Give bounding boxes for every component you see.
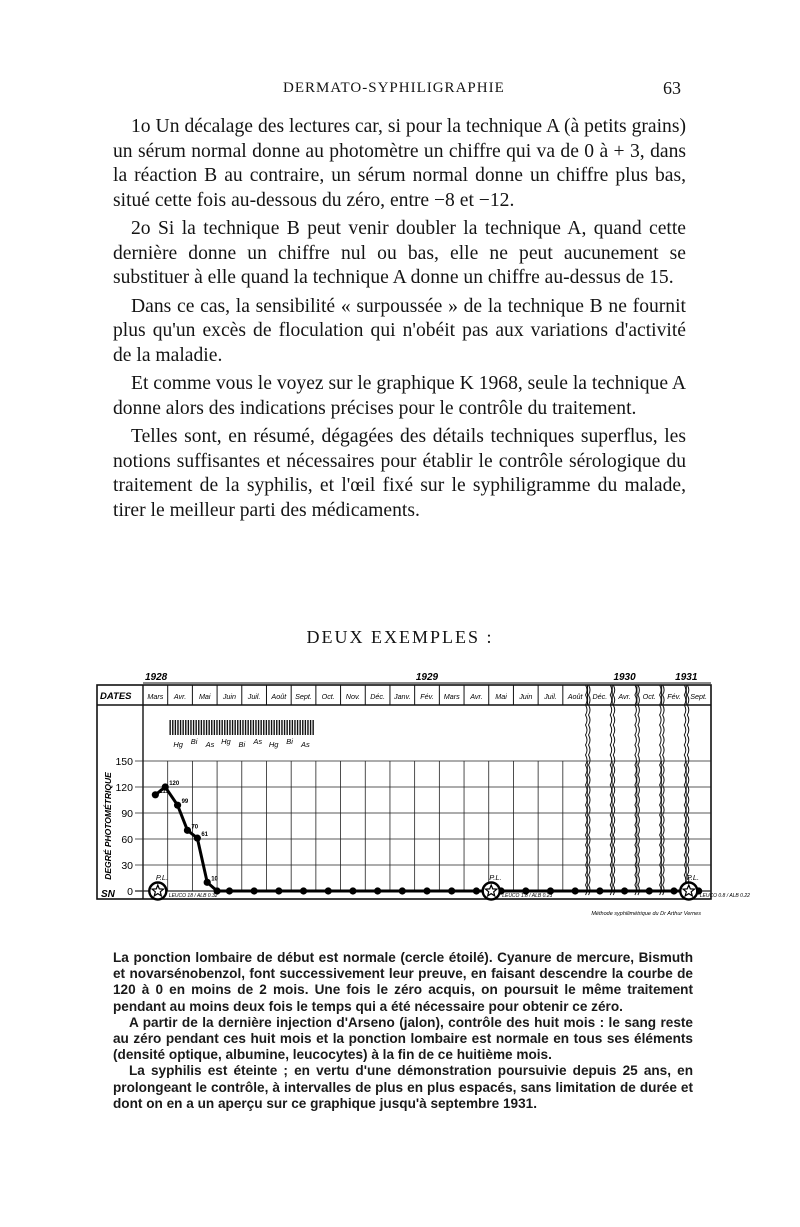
annotation-label: P.L. [489,873,502,882]
time-break-marker [638,685,640,895]
month-label: Oct. [321,692,335,701]
month-label: Nov. [345,692,361,701]
data-point [251,887,258,894]
annotation-sublabel: LEUCO 1.8 / ALB 0.23 [502,893,553,899]
treatment-label: Hg [268,740,279,749]
data-point [174,802,181,809]
treatment-label: Hg [173,740,183,749]
data-point [204,879,211,886]
month-label: Août [567,692,583,701]
section-title: DEUX EXEMPLES : [306,627,494,647]
data-point [184,827,191,834]
data-point [572,887,579,894]
time-break-marker [660,685,662,895]
year-label: 1928 [145,672,168,683]
month-label: Avr. [618,692,631,701]
data-point [473,887,480,894]
syphiligram-chart [93,665,750,935]
month-label: Fév. [667,692,681,701]
time-break-marker [663,685,665,895]
paragraph: 2o Si la technique B peut venir doubler la technique A, quand cette dernière donne un chiffre nul ou bas, elle ne peut aucunement se substituer à elle quand la technique A donne un chiffre au-dessus de 15. [113,218,686,288]
data-label: 10 [211,876,218,883]
y-axis-label: DEGRÉ PHOTOMÉTRIQUE [103,772,113,880]
month-label: Oct. [642,692,656,701]
treatment-label: Bi [238,740,246,749]
page-number: 63 [663,78,681,98]
month-label: Fév. [420,692,434,701]
dates-label: DATES [100,691,132,702]
year-label: 1929 [415,672,439,683]
paragraph: Telles sont, en résumé, dégagées des détails techniques superflus, les notions suffisantes et nécessaires pour établir le contrôle sérologique du traitement de la syphilis, et l'œil fixé sur le syphiligramme du malade, tirer le meilleur parti des médicaments. [113,426,686,521]
caption-paragraph: La ponction lombaire de début est normale (cercle étoilé). Cyanure de mercure, Bismuth et novarsénobenzol, font successivement leur preuve, en faisant descendre la courbe de 120 à 0 en moins de 2 mois. Une fois le zéro acquis, on poursuit le même traitement pendant au moins deux fois le temps qui a été nécessaire pour obtenir ce zéro. [113,950,693,1014]
treatment-label: Bi [190,737,198,746]
time-break-marker [610,685,612,895]
time-break-marker [635,685,637,895]
month-label: Mai [198,692,211,701]
month-label: Avr. [470,692,483,701]
data-point [152,791,159,798]
data-point [621,887,628,894]
data-point [646,887,653,894]
data-label: 120 [169,781,180,787]
figure-caption [113,950,693,1112]
treatment-label: Hg [221,737,231,746]
data-label: 70 [191,824,199,831]
annotation-sublabel: LEUCO 0.8 / ALB 0.22 [699,893,750,899]
month-label: Janv. [393,692,411,701]
month-label: Déc. [370,692,385,701]
y-tick-label: 150 [115,756,133,768]
y-tick-label: 30 [121,860,133,872]
data-label: 99 [181,799,189,806]
y-tick-label: 120 [115,782,133,794]
data-label: 111 [159,788,169,795]
data-point [275,887,282,894]
y-tick-label: 90 [121,808,133,820]
data-point [226,887,233,894]
y-tick-label: 60 [121,834,133,846]
data-point [374,887,381,894]
treatment-label: As [253,737,263,746]
treatment-label: As [205,740,215,749]
data-point [194,835,201,842]
annotation-label: P.L. [155,873,169,882]
data-point [670,887,677,894]
time-break-marker [687,685,689,895]
month-label: Sept. [295,692,312,701]
annotation-label: P.L. [686,873,700,882]
data-point [423,887,430,894]
chart-frame [97,685,711,899]
annotation-sublabel: LEUCO 18 / ALB 0.32 [168,893,218,899]
caption-paragraph: La syphilis est éteinte ; en vertu d'une démonstration poursuivie depuis 25 ans, en prolongeant le contrôle, à intervalles de plus en plus espacés, sans limitation de durée et dont on en a un aperçu sur ce graphique jusqu'à septembre 1931. [113,1063,693,1111]
body-text [113,115,686,527]
time-break-marker [684,685,686,895]
bottom-axis-label: SN [101,889,115,900]
month-label: Sept. [690,692,708,701]
month-label: Mars [443,692,460,701]
data-point [349,887,356,894]
month-label: Mai [495,692,507,701]
treatment-label: Bi [286,737,293,746]
running-title: DERMATO-SYPHILIGRAPHIE [283,80,505,96]
year-label: 1931 [675,672,698,683]
treatment-label: As [301,740,310,749]
data-point [399,887,406,894]
month-label: Déc. [592,692,608,701]
year-label: 1930 [613,672,636,683]
chart-footnote: Méthode syphilimétrique du Dr Arthur Vernes [591,911,701,917]
month-label: Juin [222,692,237,701]
paragraph: Et comme vous le voyez sur le graphique K 1968, seule la technique A donne alors des indications précises pour le contrôle du traitement. [113,373,687,419]
month-label: Août [271,692,287,701]
data-point [325,887,332,894]
time-break-marker [586,685,588,895]
paragraph: Dans ce cas, la sensibilité « surpoussée » de la technique B ne fournit plus qu'un excès de floculation qui n'obéit pas aux variations d'activité de la maladie. [113,295,686,366]
data-point [300,887,307,894]
data-point [448,887,455,894]
y-tick-label: 0 [127,886,133,898]
month-label: Juil. [247,692,261,701]
paragraph: 1o Un décalage des lectures car, si pour la technique A (à petits grains) un sérum normal donne au photomètre un chiffre qui va de 0 à + 3, dans la réaction B au contraire, un sérum normal donne un chiffre plus bas, situé cette fois au-dessous du zéro, entre −8 et −12. [113,116,686,211]
data-point [596,887,603,894]
month-label: Avr. [173,692,187,701]
running-head [0,78,800,102]
time-break-marker [589,685,591,895]
caption-paragraph: A partir de la dernière injection d'Arseno (jalon), contrôle des huit mois : le sang reste au zéro pendant ces huit mois et la ponction lombaire est normale en tous ses éléments (densité optique, albumine, leucocytes) à la fin de ce huitième mois. [113,1014,693,1063]
month-label: Mars [147,692,164,701]
month-label: Juin [519,692,533,701]
chart-svg [93,665,750,935]
time-break-marker [613,685,615,895]
month-label: Juil. [544,692,557,701]
data-label: 61 [201,832,209,839]
